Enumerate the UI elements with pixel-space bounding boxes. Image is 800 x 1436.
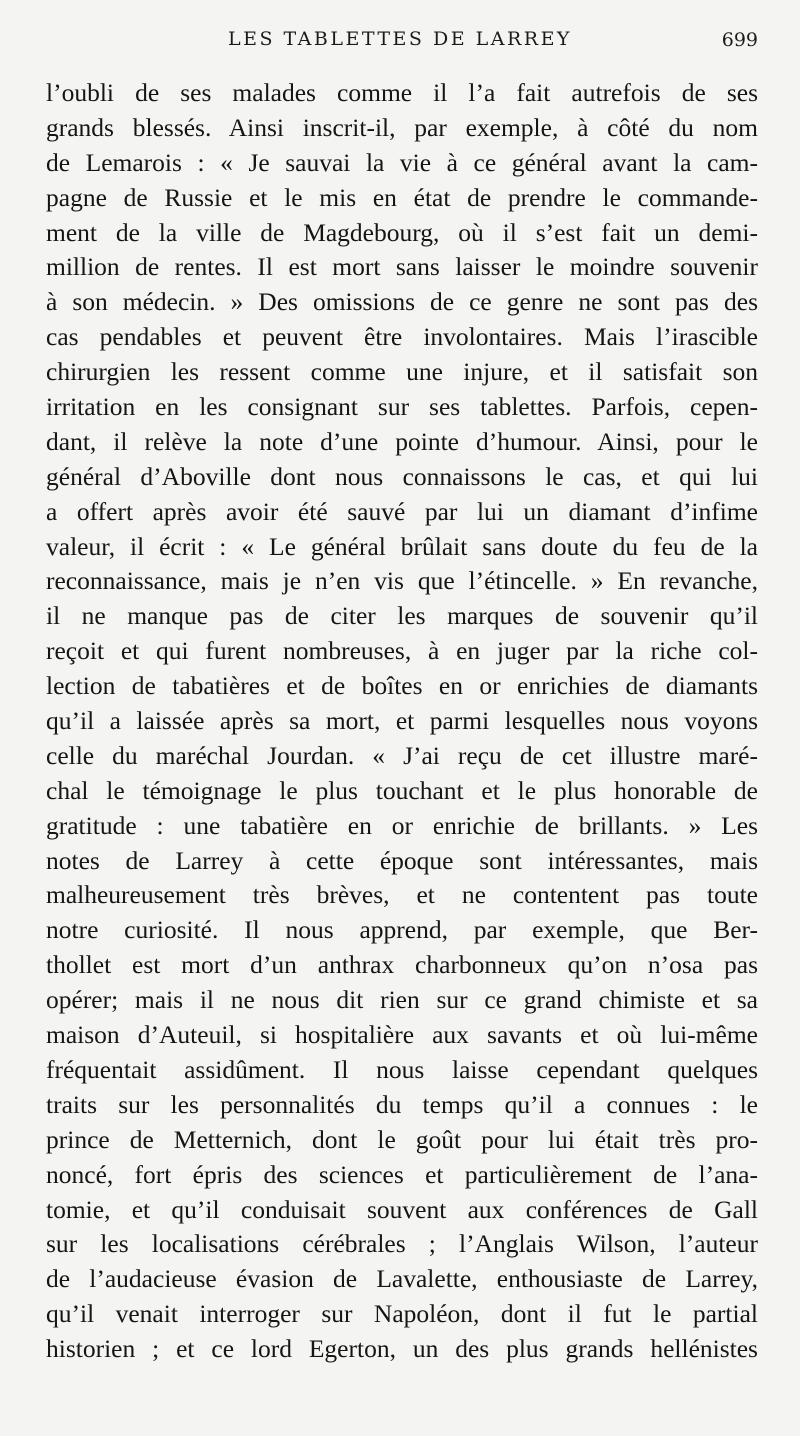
- text-line: reconnaissance, mais je n’en vis que l’étincelle. » En revanche,: [46, 566, 758, 596]
- text-line: fréquentait assidûment. Il nous laisse cependant quelques: [46, 1054, 758, 1084]
- text-line: de Lemarois : « Je sauvai la vie à ce général avant la cam-: [46, 147, 758, 177]
- text-line: million de rentes. Il est mort sans laisser le moindre souvenir: [46, 252, 758, 282]
- text-line: reçoit et qui furent nombreuses, à en juger par la riche col-: [46, 636, 758, 666]
- text-line: chal le témoignage le plus touchant et le plus honorable de: [46, 775, 758, 805]
- text-line: sur les localisations cérébrales ; l’Anglais Wilson, l’auteur: [46, 1229, 758, 1259]
- text-line: maison d’Auteuil, si hospitalière aux savants et où lui-même: [46, 1020, 758, 1050]
- page-number: 699: [721, 29, 758, 51]
- text-line: malheureusement très brèves, et ne contentent pas toute: [46, 880, 758, 910]
- text-line: l’oubli de ses malades comme il l’a fait autrefois de ses: [46, 78, 758, 107]
- text-line: notes de Larrey à cette époque sont intéressantes, mais: [46, 845, 758, 875]
- text-line: gratitude : une tabatière en or enrichie de brillants. » Les: [46, 810, 758, 840]
- text-line: valeur, il écrit : « Le général brûlait sans doute du feu de la: [46, 531, 758, 561]
- text-line: traits sur les personnalités du temps qu’il a connues : le: [46, 1089, 758, 1119]
- text-line: a offert après avoir été sauvé par lui un diamant d’infime: [46, 496, 758, 526]
- text-line: ment de la ville de Magdebourg, où il s’est fait un demi-: [46, 217, 758, 247]
- text-line: grands blessés. Ainsi inscrit-il, par exemple, à côté du nom: [46, 112, 758, 142]
- text-line: prince de Metternich, dont le goût pour lui était très pro-: [46, 1124, 758, 1154]
- text-line: thollet est mort d’un anthrax charbonneux qu’on n’osa pas: [46, 950, 758, 980]
- text-line: celle du maréchal Jourdan. « J’ai reçu de cet illustre maré-: [46, 740, 758, 770]
- text-line: il ne manque pas de citer les marques de souvenir qu’il: [46, 601, 758, 631]
- text-line: opérer; mais il ne nous dit rien sur ce grand chimiste et sa: [46, 985, 758, 1015]
- text-line: de l’audacieuse évasion de Lavalette, enthousiaste de Larrey,: [46, 1264, 758, 1294]
- running-title: LES TABLETTES DE LARREY: [228, 28, 572, 50]
- text-line: notre curiosité. Il nous apprend, par exemple, que Ber-: [46, 915, 758, 945]
- text-line: dant, il relève la note d’une pointe d’humour. Ainsi, pour le: [46, 426, 758, 456]
- text-line: noncé, fort épris des sciences et particulièrement de l’ana-: [46, 1159, 758, 1189]
- text-line: irritation en les consignant sur ses tablettes. Parfois, cepen-: [46, 392, 758, 422]
- text-line: qu’il a laissée après sa mort, et parmi lesquelles nous voyons: [46, 706, 758, 736]
- text-line: à son médecin. » Des omissions de ce genre ne sont pas des: [46, 287, 758, 317]
- text-line: lection de tabatières et de boîtes en or enrichies de diamants: [46, 671, 758, 701]
- text-line: chirurgien les ressent comme une injure, et il satisfait son: [46, 357, 758, 387]
- text-line: cas pendables et peuvent être involontaires. Mais l’irascible: [46, 322, 758, 352]
- page-header: [0, 28, 800, 62]
- text-line: tomie, et qu’il conduisait souvent aux conférences de Gall: [46, 1194, 758, 1224]
- text-line: pagne de Russie et le mis en état de prendre le commande-: [46, 182, 758, 212]
- text-line: historien ; et ce lord Egerton, un des plus grands hellénistes: [46, 1334, 758, 1364]
- text-line: général d’Aboville dont nous connaissons le cas, et qui lui: [46, 461, 758, 491]
- text-line: qu’il venait interroger sur Napoléon, dont il fut le partial: [46, 1299, 758, 1329]
- body-text: [46, 76, 758, 1367]
